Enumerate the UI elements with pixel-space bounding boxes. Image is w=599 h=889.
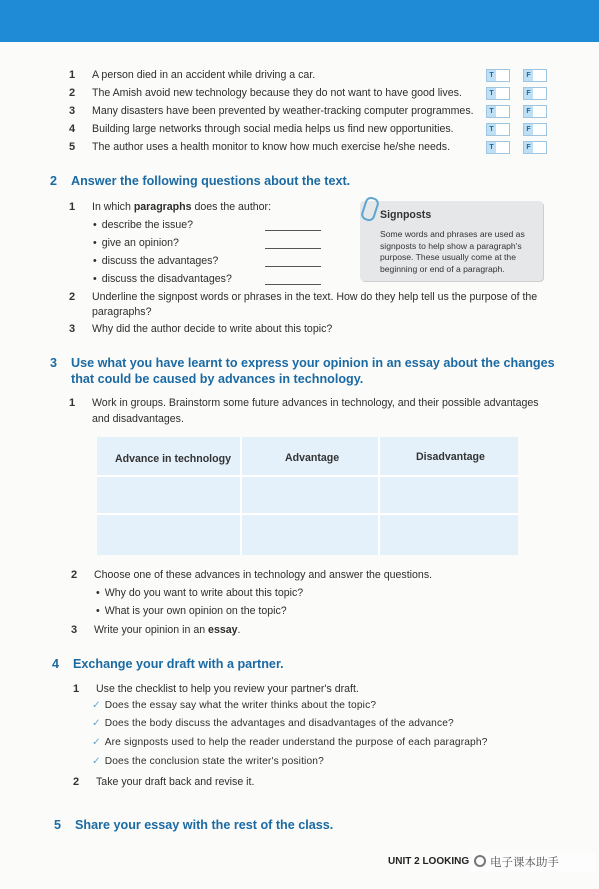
table-cell[interactable] <box>97 515 242 555</box>
section-heading: Use what you have learnt to express your opinion in an essay about the changes <box>71 356 555 370</box>
check-icon: ✓ <box>92 756 101 767</box>
section-heading: Share your essay with the rest of the class. <box>75 818 334 832</box>
question-text-continued: paragraphs? <box>92 306 152 318</box>
false-checkbox[interactable]: F <box>523 105 547 118</box>
false-checkbox[interactable]: F <box>523 141 547 154</box>
false-checkbox[interactable]: F <box>523 69 547 82</box>
statement-text: A person died in an accident while driving a car. <box>92 69 316 81</box>
true-checkbox[interactable]: T <box>486 69 510 82</box>
question-number: 2 <box>71 569 78 581</box>
item-number: 4 <box>69 123 76 135</box>
section-number: 3 <box>50 356 58 370</box>
table-cell[interactable] <box>380 477 518 515</box>
section-number: 5 <box>54 818 62 832</box>
column-header: Advantage <box>285 452 340 464</box>
question-text: Why did the author decide to write about this topic? <box>92 323 333 335</box>
true-checkbox[interactable]: T <box>486 141 510 154</box>
answer-blank[interactable] <box>265 230 321 231</box>
column-header: Advance in technology <box>115 453 231 465</box>
question-number: 3 <box>71 624 78 636</box>
item-number: 5 <box>69 141 76 153</box>
question-text: Write your opinion in an essay. <box>94 624 241 636</box>
item-number: 2 <box>69 87 76 99</box>
true-checkbox[interactable]: T <box>486 105 510 118</box>
tip-title: Signposts <box>380 209 432 221</box>
question-number: 3 <box>69 323 76 335</box>
question-number: 2 <box>69 291 76 303</box>
question-text: Choose one of these advances in technology and answer the questions. <box>94 569 433 581</box>
tip-body: Some words and phrases are used as signposts to help show a paragraph's purpose. These usually come at the beginning or end of a paragraph. <box>380 229 525 274</box>
question-text-continued: and disadvantages. <box>92 413 184 425</box>
question-text: Work in groups. Brainstorm some future advances in technology, and their possible advantages <box>92 397 539 409</box>
section-number: 4 <box>52 657 60 671</box>
checklist-item: ✓ Are signposts used to help the reader understand the purpose of each paragraph? <box>92 737 488 748</box>
question-number: 1 <box>73 683 80 695</box>
column-header: Disadvantage <box>416 451 485 463</box>
answer-blank[interactable] <box>265 248 321 249</box>
check-icon: ✓ <box>92 737 101 748</box>
statement-text: The Amish avoid new technology because they do not want to have good lives. <box>92 87 462 99</box>
watermark-text: 电子课本助手 <box>490 857 559 869</box>
question-text: Underline the signpost words or phrases in the text. How do they help tell us the purpose of the <box>92 291 538 303</box>
checklist-item: ✓ Does the conclusion state the writer's position? <box>92 756 324 767</box>
statement-text: Building large networks through social media helps us find new opportunities. <box>92 123 454 135</box>
check-icon: ✓ <box>92 700 101 711</box>
answer-blank[interactable] <box>265 284 321 285</box>
table-cell[interactable] <box>97 477 242 515</box>
brainstorm-table <box>97 437 518 555</box>
bullet-item: • discuss the advantages? <box>93 255 218 267</box>
item-number: 3 <box>69 105 76 117</box>
question-text: Use the checklist to help you review your partner's draft. <box>96 683 359 695</box>
true-checkbox[interactable]: T <box>486 123 510 136</box>
bullet-item: • What is your own opinion on the topic? <box>96 605 287 617</box>
signposts-tip-box <box>360 201 543 281</box>
section-number: 2 <box>50 174 58 188</box>
question-number: 2 <box>73 776 80 788</box>
table-cell[interactable] <box>380 515 518 555</box>
table-cell[interactable] <box>242 515 380 555</box>
statement-text: The author uses a health monitor to know how much exercise he/she needs. <box>92 141 451 153</box>
checklist-item: ✓ Does the essay say what the writer thinks about the topic? <box>92 700 377 711</box>
false-checkbox[interactable]: F <box>523 123 547 136</box>
bullet-item: • Why do you want to write about this topic? <box>96 587 303 599</box>
bullet-item: • give an opinion? <box>93 237 179 249</box>
true-checkbox[interactable]: T <box>486 87 510 100</box>
question-number: 1 <box>69 201 76 213</box>
question-number: 1 <box>69 397 76 409</box>
bullet-item: • discuss the disadvantages? <box>93 273 232 285</box>
top-color-band <box>0 0 599 42</box>
table-cell[interactable] <box>242 477 380 515</box>
false-checkbox[interactable]: F <box>523 87 547 100</box>
question-text: Take your draft back and revise it. <box>96 776 255 788</box>
watermark-logo-icon <box>474 855 486 867</box>
bullet-item: • describe the issue? <box>93 219 193 231</box>
answer-blank[interactable] <box>265 266 321 267</box>
section-heading: Answer the following questions about the text. <box>71 174 351 188</box>
paperclip-icon <box>360 195 381 222</box>
statement-text: Many disasters have been prevented by weather-tracking computer programmes. <box>92 105 474 117</box>
question-text: In which paragraphs does the author: <box>92 201 272 213</box>
checklist-item: ✓ Does the body discuss the advantages and disadvantages of the advance? <box>92 718 454 729</box>
item-number: 1 <box>69 69 76 81</box>
check-icon: ✓ <box>92 718 101 729</box>
page-footer-unit: UNIT 2 LOOKING <box>388 856 470 867</box>
section-heading-continued: that could be caused by advances in technology. <box>71 372 364 386</box>
section-heading: Exchange your draft with a partner. <box>73 657 284 671</box>
